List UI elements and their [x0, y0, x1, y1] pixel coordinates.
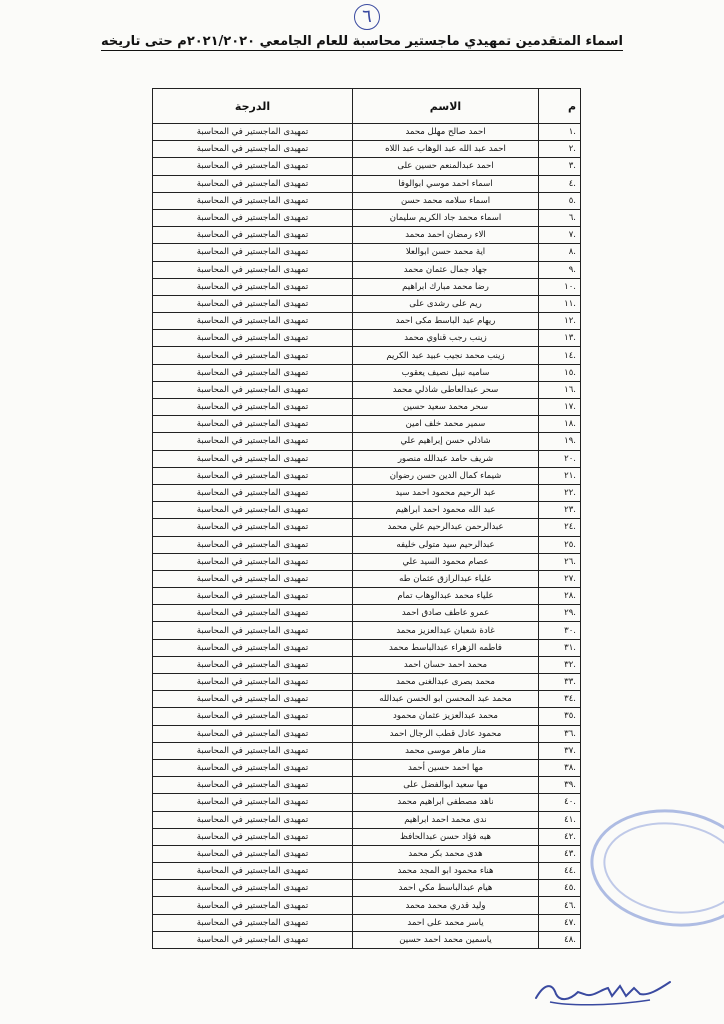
row-number: .٤٤	[539, 863, 581, 880]
table-row	[153, 175, 581, 192]
table-row	[153, 209, 581, 226]
degree-cell: تمهيدى الماجستير في المحاسبة	[153, 605, 353, 622]
degree-cell: تمهيدى الماجستير في المحاسبة	[153, 278, 353, 295]
table-row	[153, 777, 581, 794]
table-row	[153, 708, 581, 725]
row-number: .٣	[539, 158, 581, 175]
degree-cell: تمهيدى الماجستير في المحاسبة	[153, 209, 353, 226]
document-title	[0, 34, 724, 49]
row-number: .٣٢	[539, 656, 581, 673]
row-number: .٤٣	[539, 845, 581, 862]
row-number: .١٣	[539, 330, 581, 347]
row-number: .١٩	[539, 433, 581, 450]
table-row	[153, 742, 581, 759]
applicants-table	[152, 88, 581, 949]
applicant-name: اسماء احمد موسي ابوالوفا	[353, 175, 539, 192]
table-row	[153, 124, 581, 141]
applicant-name: غادة شعبان عبدالعزيز محمد	[353, 622, 539, 639]
row-number: .٤٦	[539, 897, 581, 914]
degree-cell: تمهيدى الماجستير في المحاسبة	[153, 931, 353, 948]
table-row	[153, 605, 581, 622]
applicant-name: عبد الله محمود احمد ابراهيم	[353, 502, 539, 519]
table-row	[153, 897, 581, 914]
degree-cell: تمهيدى الماجستير في المحاسبة	[153, 759, 353, 776]
row-number: .٢٤	[539, 519, 581, 536]
applicant-name: احمد عبدالمنعم حسين على	[353, 158, 539, 175]
applicant-name: احمد عبد الله عبد الوهاب عبد اللاه	[353, 141, 539, 158]
degree-cell: تمهيدى الماجستير في المحاسبة	[153, 794, 353, 811]
row-number: .٢٨	[539, 588, 581, 605]
row-number: .٤٧	[539, 914, 581, 931]
applicant-name: هناء محمود ابو المجد محمد	[353, 863, 539, 880]
table-row	[153, 519, 581, 536]
degree-cell: تمهيدى الماجستير في المحاسبة	[153, 536, 353, 553]
applicant-name: هبه فؤاد حسن عبدالحافظ	[353, 828, 539, 845]
applicant-name: فاطمه الزهراء عبدالباسط محمد	[353, 639, 539, 656]
table-row	[153, 192, 581, 209]
applicant-name: سحر محمد سعيد حسين	[353, 399, 539, 416]
document-title-text: اسماء المتقدمين تمهيدي ماجستير محاسبة للعام الجامعي ٢٠٢١/٢٠٢٠م حتى تاريخه	[101, 34, 623, 49]
degree-cell: تمهيدى الماجستير في المحاسبة	[153, 622, 353, 639]
row-number: .٥	[539, 192, 581, 209]
applicant-name: جهاد جمال عثمان محمد	[353, 261, 539, 278]
row-number: .١١	[539, 295, 581, 312]
table-row	[153, 570, 581, 587]
column-header-number: م	[539, 89, 581, 124]
table-row	[153, 828, 581, 845]
applicant-name: ياسمين محمد احمد حسين	[353, 931, 539, 948]
row-number: .٣٦	[539, 725, 581, 742]
applicant-name: مها سعيد ابوالفضل على	[353, 777, 539, 794]
row-number: .٣٥	[539, 708, 581, 725]
applicant-name: عبدالرحمن عبدالرحيم علي محمد	[353, 519, 539, 536]
table-row	[153, 330, 581, 347]
degree-cell: تمهيدى الماجستير في المحاسبة	[153, 691, 353, 708]
degree-cell: تمهيدى الماجستير في المحاسبة	[153, 347, 353, 364]
degree-cell: تمهيدى الماجستير في المحاسبة	[153, 880, 353, 897]
applicant-name: احمد صالح مهلل محمد	[353, 124, 539, 141]
degree-cell: تمهيدى الماجستير في المحاسبة	[153, 639, 353, 656]
table-row	[153, 484, 581, 501]
degree-cell: تمهيدى الماجستير في المحاسبة	[153, 897, 353, 914]
applicant-name: ندى محمد احمد ابراهيم	[353, 811, 539, 828]
applicant-name: محمد عبد المحسن ابو الحسن عبدالله	[353, 691, 539, 708]
table-row	[153, 811, 581, 828]
applicant-name: علياء عبدالرازق عثمان طه	[353, 570, 539, 587]
table-row	[153, 863, 581, 880]
applicant-name: ساميه نبيل نصيف يعقوب	[353, 364, 539, 381]
applicant-name: ريهام عبد الباسط مكى احمد	[353, 313, 539, 330]
applicant-name: اية محمد حسن ابوالعلا	[353, 244, 539, 261]
row-number: .١	[539, 124, 581, 141]
applicant-name: ياسر محمد على احمد	[353, 914, 539, 931]
table-row	[153, 261, 581, 278]
row-number: .١٤	[539, 347, 581, 364]
degree-cell: تمهيدى الماجستير في المحاسبة	[153, 570, 353, 587]
table-row	[153, 656, 581, 673]
row-number: .٤٠	[539, 794, 581, 811]
table-row	[153, 931, 581, 948]
table-row	[153, 467, 581, 484]
applicant-name: محمود عادل قطب الرجال احمد	[353, 725, 539, 742]
applicant-name: سحر عبدالعاطى شاذلي محمد	[353, 381, 539, 398]
applicant-name: زينب محمد نجيب عبيد عبد الكريم	[353, 347, 539, 364]
row-number: .٣٨	[539, 759, 581, 776]
degree-cell: تمهيدى الماجستير في المحاسبة	[153, 330, 353, 347]
table-row	[153, 691, 581, 708]
degree-cell: تمهيدى الماجستير في المحاسبة	[153, 433, 353, 450]
row-number: .٤١	[539, 811, 581, 828]
row-number: .١٢	[539, 313, 581, 330]
row-number: .٣٤	[539, 691, 581, 708]
table-row	[153, 295, 581, 312]
applicant-name: ناهد مصطفى ابراهيم محمد	[353, 794, 539, 811]
row-number: .١٨	[539, 416, 581, 433]
degree-cell: تمهيدى الماجستير في المحاسبة	[153, 124, 353, 141]
table-row	[153, 347, 581, 364]
table-row	[153, 794, 581, 811]
degree-cell: تمهيدى الماجستير في المحاسبة	[153, 295, 353, 312]
table-row	[153, 845, 581, 862]
row-number: .٢٥	[539, 536, 581, 553]
degree-cell: تمهيدى الماجستير في المحاسبة	[153, 416, 353, 433]
applicant-name: عبد الرحيم محمود احمد سيد	[353, 484, 539, 501]
table-row	[153, 588, 581, 605]
table-row	[153, 880, 581, 897]
row-number: .٢٧	[539, 570, 581, 587]
row-number: .٣٩	[539, 777, 581, 794]
row-number: .٣٣	[539, 674, 581, 691]
table-row	[153, 639, 581, 656]
degree-cell: تمهيدى الماجستير في المحاسبة	[153, 828, 353, 845]
page-number: ٦	[354, 4, 380, 30]
degree-cell: تمهيدى الماجستير في المحاسبة	[153, 450, 353, 467]
table-row	[153, 759, 581, 776]
table-row	[153, 622, 581, 639]
table-row	[153, 450, 581, 467]
table-row	[153, 914, 581, 931]
row-number: .٣١	[539, 639, 581, 656]
degree-cell: تمهيدى الماجستير في المحاسبة	[153, 553, 353, 570]
row-number: .٢٣	[539, 502, 581, 519]
applicant-name: اسماء سلامه محمد حسن	[353, 192, 539, 209]
degree-cell: تمهيدى الماجستير في المحاسبة	[153, 399, 353, 416]
degree-cell: تمهيدى الماجستير في المحاسبة	[153, 158, 353, 175]
degree-cell: تمهيدى الماجستير في المحاسبة	[153, 381, 353, 398]
row-number: .٩	[539, 261, 581, 278]
degree-cell: تمهيدى الماجستير في المحاسبة	[153, 313, 353, 330]
table-row	[153, 381, 581, 398]
degree-cell: تمهيدى الماجستير في المحاسبة	[153, 674, 353, 691]
table-row	[153, 416, 581, 433]
degree-cell: تمهيدى الماجستير في المحاسبة	[153, 777, 353, 794]
applicant-name: عصام محمود السيد علي	[353, 553, 539, 570]
table-row	[153, 433, 581, 450]
table-row	[153, 725, 581, 742]
degree-cell: تمهيدى الماجستير في المحاسبة	[153, 725, 353, 742]
degree-cell: تمهيدى الماجستير في المحاسبة	[153, 811, 353, 828]
degree-cell: تمهيدى الماجستير في المحاسبة	[153, 914, 353, 931]
table-row	[153, 244, 581, 261]
row-number: .٢٢	[539, 484, 581, 501]
table-row	[153, 674, 581, 691]
applicant-name: شريف حامد عبدالله منصور	[353, 450, 539, 467]
row-number: .٨	[539, 244, 581, 261]
applicant-name: هدى محمد بكر محمد	[353, 845, 539, 862]
table-row	[153, 227, 581, 244]
degree-cell: تمهيدى الماجستير في المحاسبة	[153, 742, 353, 759]
row-number: .٣٧	[539, 742, 581, 759]
applicant-name: سمير محمد خلف امين	[353, 416, 539, 433]
applicant-name: شيماء كمال الدين حسن رضوان	[353, 467, 539, 484]
row-number: .٦	[539, 209, 581, 226]
degree-cell: تمهيدى الماجستير في المحاسبة	[153, 863, 353, 880]
row-number: .٤٢	[539, 828, 581, 845]
table-row	[153, 141, 581, 158]
row-number: .٤٥	[539, 880, 581, 897]
row-number: .١٧	[539, 399, 581, 416]
table-row	[153, 399, 581, 416]
degree-cell: تمهيدى الماجستير في المحاسبة	[153, 364, 353, 381]
degree-cell: تمهيدى الماجستير في المحاسبة	[153, 588, 353, 605]
applicant-name: علياء محمد عبدالوهاب تمام	[353, 588, 539, 605]
applicant-name: محمد بصرى عبدالغنى محمد	[353, 674, 539, 691]
degree-cell: تمهيدى الماجستير في المحاسبة	[153, 708, 353, 725]
table-row	[153, 158, 581, 175]
applicant-name: عمرو عاطف صادق احمد	[353, 605, 539, 622]
table-row	[153, 313, 581, 330]
row-number: .٢٩	[539, 605, 581, 622]
applicant-name: ريم على رشدى على	[353, 295, 539, 312]
table-row	[153, 364, 581, 381]
row-number: .٢٠	[539, 450, 581, 467]
degree-cell: تمهيدى الماجستير في المحاسبة	[153, 192, 353, 209]
degree-cell: تمهيدى الماجستير في المحاسبة	[153, 519, 353, 536]
row-number: .٢٦	[539, 553, 581, 570]
degree-cell: تمهيدى الماجستير في المحاسبة	[153, 656, 353, 673]
applicant-name: محمد عبدالعزيز عثمان محمود	[353, 708, 539, 725]
applicant-name: وليد قدري محمد محمد	[353, 897, 539, 914]
applicant-name: هيام عبدالباسط مكي احمد	[353, 880, 539, 897]
faculty-stamp	[583, 799, 724, 937]
degree-cell: تمهيدى الماجستير في المحاسبة	[153, 227, 353, 244]
applicant-name: رضا محمد مبارك ابراهيم	[353, 278, 539, 295]
applicant-name: اسماء محمد جاد الكريم سليمان	[353, 209, 539, 226]
applicant-name: شاذلي حسن إبراهيم علي	[353, 433, 539, 450]
applicant-name: منار ماهر موسى محمد	[353, 742, 539, 759]
applicant-name: مها احمد حسين أحمد	[353, 759, 539, 776]
applicant-name: زينب رجب قناوي محمد	[353, 330, 539, 347]
table-row	[153, 278, 581, 295]
table-row	[153, 553, 581, 570]
row-number: .٢١	[539, 467, 581, 484]
applicant-name: الاء رمضان احمد محمد	[353, 227, 539, 244]
table-row	[153, 502, 581, 519]
degree-cell: تمهيدى الماجستير في المحاسبة	[153, 141, 353, 158]
signature	[530, 972, 680, 1008]
applicant-name: محمد احمد حسان احمد	[353, 656, 539, 673]
row-number: .١٠	[539, 278, 581, 295]
column-header-name: الاسم	[353, 89, 539, 124]
table-row	[153, 536, 581, 553]
degree-cell: تمهيدى الماجستير في المحاسبة	[153, 484, 353, 501]
degree-cell: تمهيدى الماجستير في المحاسبة	[153, 502, 353, 519]
degree-cell: تمهيدى الماجستير في المحاسبة	[153, 845, 353, 862]
applicant-name: عبدالرحيم سيد متولى خليفه	[353, 536, 539, 553]
column-header-degree: الدرجة	[153, 89, 353, 124]
row-number: .٢	[539, 141, 581, 158]
row-number: .٣٠	[539, 622, 581, 639]
degree-cell: تمهيدى الماجستير في المحاسبة	[153, 467, 353, 484]
table-header-row	[153, 89, 581, 124]
row-number: .٤	[539, 175, 581, 192]
degree-cell: تمهيدى الماجستير في المحاسبة	[153, 175, 353, 192]
row-number: .٧	[539, 227, 581, 244]
degree-cell: تمهيدى الماجستير في المحاسبة	[153, 261, 353, 278]
row-number: .٤٨	[539, 931, 581, 948]
row-number: .١٦	[539, 381, 581, 398]
row-number: .١٥	[539, 364, 581, 381]
degree-cell: تمهيدى الماجستير في المحاسبة	[153, 244, 353, 261]
